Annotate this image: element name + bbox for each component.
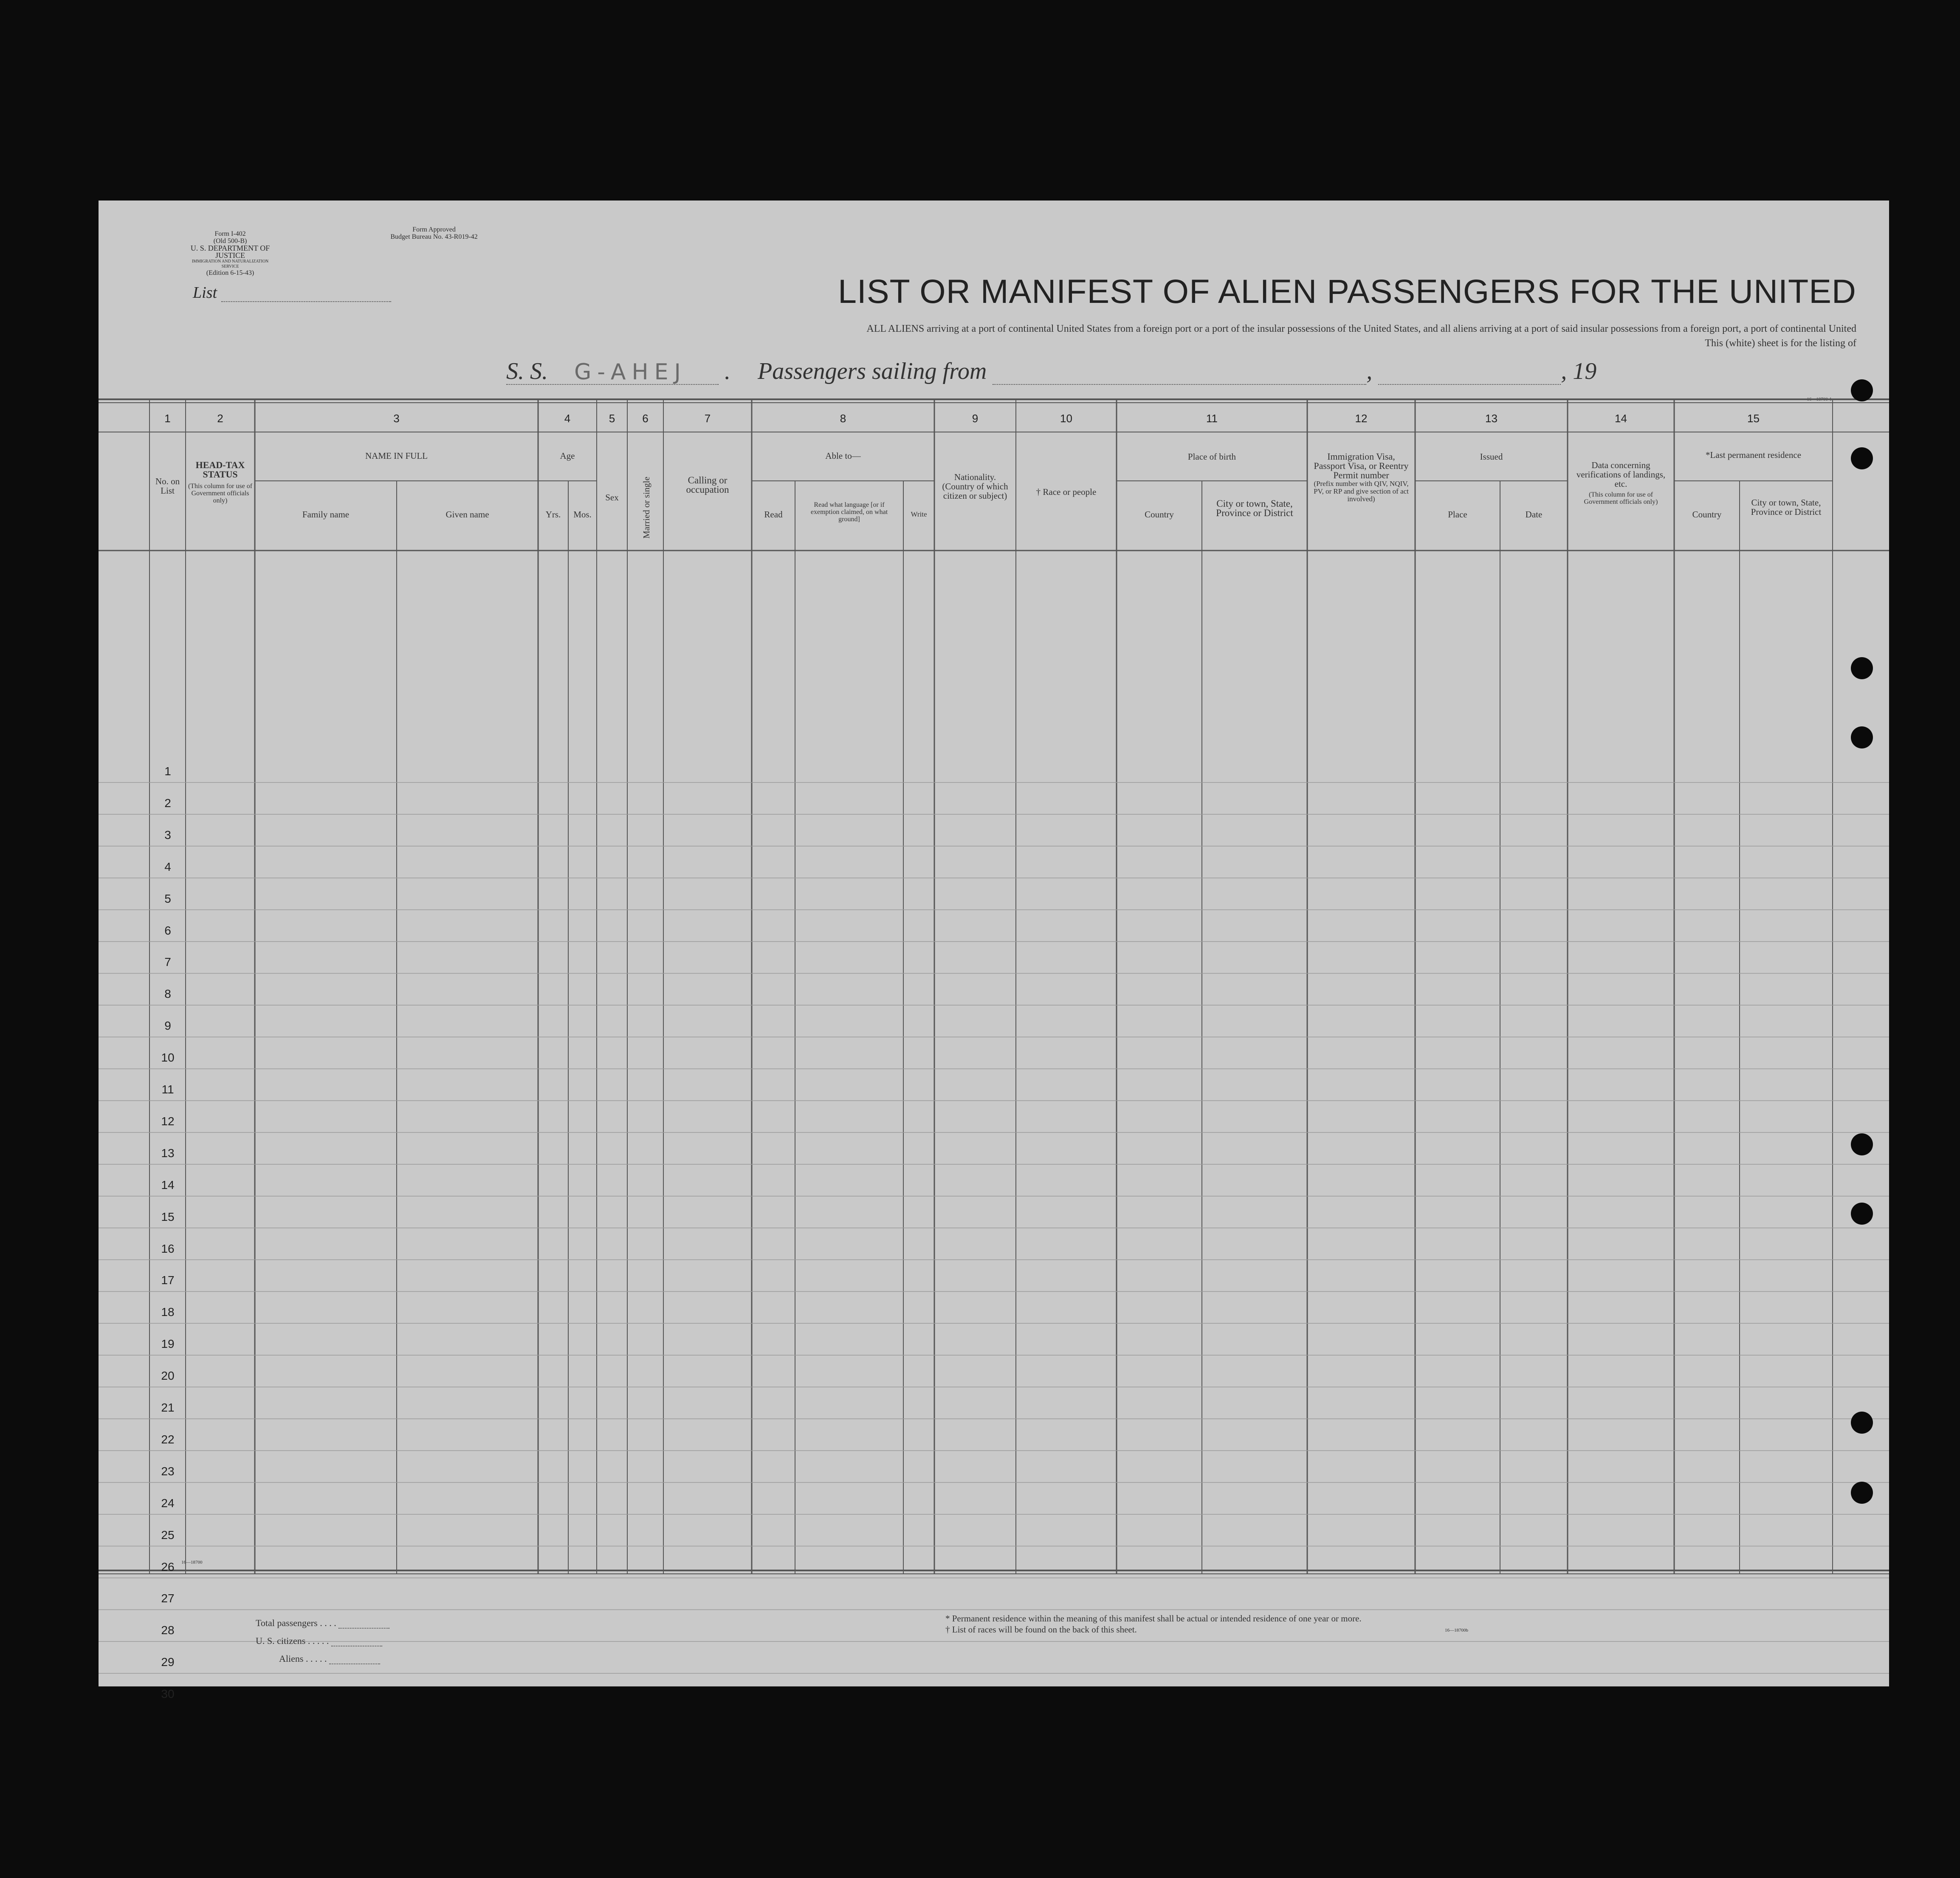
col-mos-label: Mos.: [573, 509, 592, 520]
year-prefix: 19: [1573, 358, 1597, 384]
printer-code-bottom: 16—18700b: [1445, 1628, 1468, 1633]
subtitle-line-1: ALL ALIENS arriving at a port of continental United States from a foreign port or a port of the insular possessions of the United States, and all aliens arriving at a port of said insular possessions from a foreign port, a port of continental United: [866, 323, 1856, 334]
col-13-number: 13: [1485, 412, 1497, 425]
col-12-number: 12: [1355, 412, 1368, 425]
row-number: 20: [161, 1369, 175, 1383]
us-citizens-label: U. S. citizens: [256, 1635, 306, 1646]
row-number: 30: [161, 1687, 175, 1701]
visa-note: (Prefix number with QIV, NQIV, PV, or RP and give section of act involved): [1314, 480, 1409, 503]
row-number: 9: [164, 1019, 171, 1033]
row-number: 5: [164, 892, 171, 905]
printer-code-left: 16—18700: [181, 1560, 203, 1565]
col-name-label: NAME IN FULL: [365, 451, 428, 461]
row-number: 2: [164, 796, 171, 810]
punch-hole: [1851, 1482, 1873, 1504]
row-number: 17: [161, 1274, 175, 1287]
col-7-number: 7: [704, 412, 711, 425]
col-14-number: 14: [1615, 412, 1627, 425]
manifest-sheet: [99, 201, 1889, 1701]
row-number: 3: [164, 828, 171, 842]
row-number: 6: [164, 923, 171, 937]
punch-hole: [1851, 1203, 1873, 1225]
ship-line: S. S. G-AHEJ . Passengers sailing from , , 19: [506, 358, 1597, 385]
row-number: 22: [161, 1432, 175, 1446]
col-read-label: Read: [764, 509, 783, 520]
punch-hole: [1851, 447, 1873, 469]
col-residence-city-label: City or town, State, Province or District: [1751, 497, 1822, 517]
col-data-concerning-label: [1572, 460, 1670, 506]
budget-number: Budget Bureau No. 43-R019-42: [390, 233, 478, 240]
punch-hole: [1851, 726, 1873, 748]
form-approved: Form Approved: [412, 226, 456, 233]
row-number: 10: [161, 1051, 175, 1065]
col-15-number: 15: [1747, 412, 1760, 425]
ship-name-handwritten: G-AHEJ: [574, 359, 687, 385]
col-birth-city-label: City or town, State, Province or District: [1216, 498, 1293, 518]
col-no-on-list-label: No. on List: [155, 476, 180, 496]
col-11-number: 11: [1206, 412, 1218, 425]
col-9-number: 9: [972, 412, 979, 425]
us-citizens-blank: [331, 1636, 382, 1646]
col-issued-label: Issued: [1480, 452, 1503, 462]
punch-hole: [1851, 1412, 1873, 1434]
row-number: 27: [161, 1592, 175, 1605]
col-age-label: Age: [560, 451, 575, 461]
data-concerning-note: (This column for use of Government officials only): [1584, 491, 1658, 506]
col-5-number: 5: [609, 412, 615, 425]
form-number: Form I-402: [214, 230, 246, 237]
col-10-number: 10: [1060, 412, 1072, 425]
col-last-residence-label: *Last permanent residence: [1705, 450, 1802, 460]
col-issued-place-label: Place: [1448, 509, 1467, 520]
ship-prefix: S. S.: [506, 358, 548, 384]
col-head-tax-label: [188, 460, 253, 504]
punch-hole: [1851, 1133, 1873, 1155]
total-passengers-row: Total passengers . . . .: [256, 1618, 389, 1629]
col-given-name-label: Given name: [446, 509, 489, 520]
row-number: 19: [161, 1337, 175, 1351]
list-label: List: [193, 284, 217, 302]
col-married-label: Married or single: [641, 477, 651, 539]
col-family-name-label: Family name: [302, 509, 350, 520]
aliens-label: Aliens: [279, 1653, 304, 1664]
col-write-label: Write: [911, 510, 927, 518]
col-3-number: 3: [393, 412, 400, 425]
row-number: 13: [161, 1146, 175, 1160]
row-number: 28: [161, 1624, 175, 1637]
col-sex-label: Sex: [605, 492, 619, 503]
row-number: 11: [161, 1083, 174, 1096]
row-number: 16: [161, 1242, 175, 1255]
department: U. S. DEPARTMENT OF JUSTICE: [190, 244, 270, 260]
edition: (Edition 6-15-43): [206, 269, 254, 277]
aliens-blank: [329, 1654, 380, 1664]
row-number: 12: [161, 1114, 175, 1128]
head-tax-title: HEAD-TAX STATUS: [195, 460, 245, 480]
col-birth-country-label: Country: [1145, 509, 1174, 520]
service: IMMIGRATION AND NATURALIZATION SERVICE: [192, 259, 269, 269]
footnote-permanent: * Permanent residence within the meaning of this manifest shall be actual or intended residence of one year or more.: [945, 1613, 1362, 1624]
page-title: LIST OR MANIFEST OF ALIEN PASSENGERS FOR THE UNITED: [838, 272, 1856, 310]
row-number: 23: [161, 1464, 175, 1478]
us-citizens-row: U. S. citizens . . . . .: [256, 1635, 382, 1646]
row-number: 14: [161, 1178, 175, 1192]
row-number: 4: [164, 860, 171, 873]
col-1-number: 1: [164, 412, 171, 425]
col-2-number: 2: [217, 412, 223, 425]
col-place-of-birth-label: Place of birth: [1187, 452, 1236, 462]
col-calling-label: Calling or occupation: [686, 475, 729, 495]
footnote-races: † List of races will be found on the back of this sheet.: [945, 1624, 1137, 1635]
punch-hole: [1851, 379, 1873, 401]
col-6-number: 6: [642, 412, 649, 425]
sailing-label: Passengers sailing from: [758, 358, 987, 384]
col-able-label: Able to—: [825, 451, 861, 461]
col-8-number: 8: [840, 412, 846, 425]
head-tax-note: (This column for use of Government officials only): [188, 483, 253, 504]
row-number: 21: [161, 1401, 175, 1414]
total-passengers-blank: [338, 1618, 389, 1629]
visa-title: Immigration Visa, Passport Visa, or Reentry Permit number: [1314, 451, 1409, 480]
row-number: 8: [164, 987, 171, 1001]
subtitle-line-2: This (white) sheet is for the listing of: [1705, 338, 1856, 349]
col-4-number: 4: [564, 412, 571, 425]
col-read-language-label: Read what language [or if exemption claimed, on what ground]: [810, 501, 888, 523]
col-yrs-label: Yrs.: [545, 509, 561, 520]
row-number: 25: [161, 1528, 175, 1542]
col-residence-country-label: Country: [1692, 509, 1722, 520]
col-nationality-label: Nationality. (Country of which citizen or subject): [942, 472, 1008, 501]
aliens-row: Aliens . . . . .: [256, 1653, 380, 1664]
punch-hole: [1851, 657, 1873, 679]
row-number: 24: [161, 1496, 175, 1510]
row-number: 29: [161, 1655, 175, 1669]
row-number: 15: [161, 1210, 175, 1223]
row-number: 26: [161, 1560, 175, 1573]
col-issued-date-label: Date: [1525, 509, 1543, 520]
col-visa-label: [1311, 452, 1411, 503]
row-number: 18: [161, 1305, 175, 1319]
row-number: 7: [164, 955, 171, 969]
data-concerning-title: Data concerning verifications of landings, etc.: [1576, 460, 1666, 489]
old-form-number: (Old 500-B): [213, 237, 247, 245]
printer-code-top: 16—18700-1: [1807, 397, 1832, 402]
col-race-label: † Race or people: [1036, 487, 1097, 497]
total-passengers-label: Total passengers: [256, 1618, 318, 1628]
row-number: 1: [164, 765, 171, 778]
